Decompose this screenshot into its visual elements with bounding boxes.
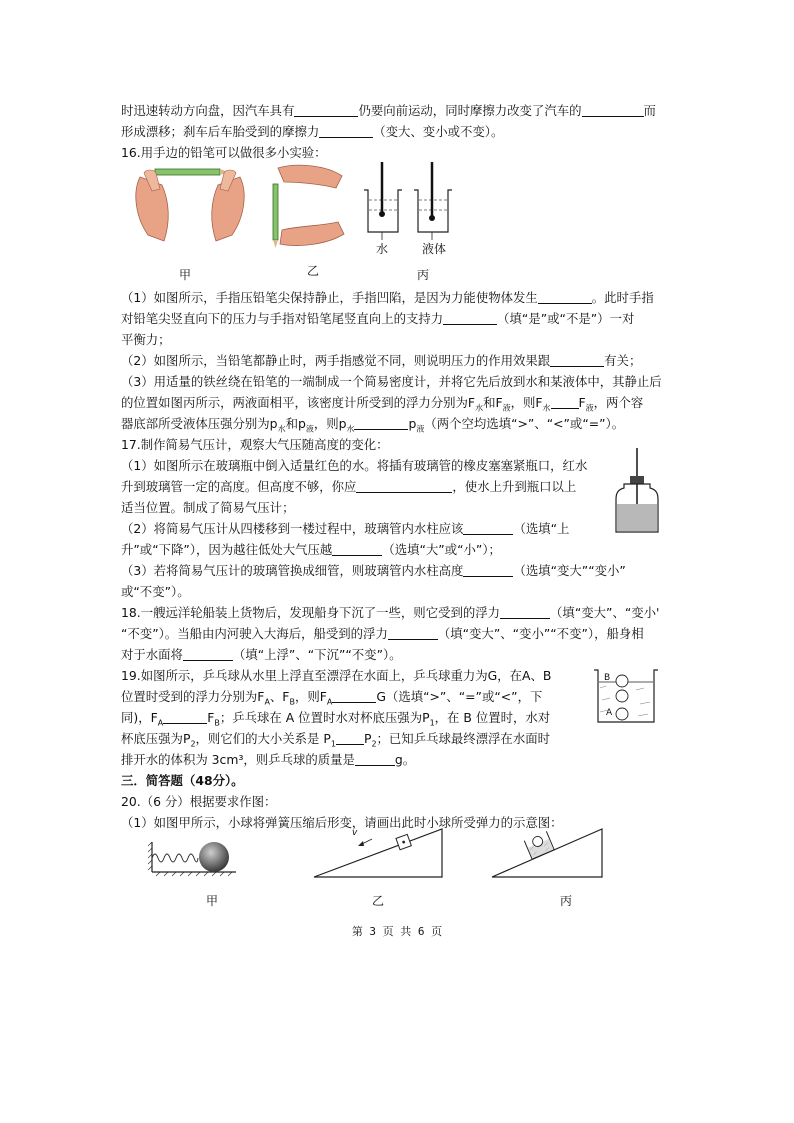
subscript: 1: [330, 739, 336, 749]
question-20-title: 20.（6 分）根据要求作图：: [121, 794, 277, 809]
figure-16-jia: [130, 163, 250, 245]
subscript: 水: [542, 403, 551, 413]
text-segment: （填“是”或“不是”）一对: [497, 311, 635, 326]
text-segment: 形成漂移；刹车后车胎受到的摩擦力: [121, 124, 320, 139]
figure-20-jia: [148, 838, 238, 878]
subscript: 2: [371, 739, 377, 749]
text-line: [121, 540, 501, 560]
answer-blank[interactable]: [551, 394, 579, 409]
subscript: B: [289, 697, 295, 707]
text-segment: “不变”）。当船由内河驶入大海后，船受到的浮力: [121, 626, 388, 641]
figure-16-bing: [360, 160, 460, 240]
caption-20-yi: 乙: [372, 894, 385, 908]
figure-17-barometer: [612, 446, 662, 536]
label-a: A: [606, 708, 613, 718]
text-segment: 而: [643, 103, 656, 118]
answer-blank[interactable]: [388, 625, 438, 640]
text-line: [121, 351, 641, 371]
question-17-title: 17.制作简易气压计，观察大气压随高度的变化：: [121, 437, 389, 452]
text-segment: ，则它们的大小关系是 P: [195, 731, 331, 746]
text-line: [121, 750, 415, 770]
answer-blank[interactable]: [354, 415, 408, 430]
subscript: 1: [429, 718, 435, 728]
text-segment: 时迅速转动方向盘，因汽车具有: [121, 103, 295, 118]
text-segment: 和F: [483, 395, 503, 410]
answer-blank[interactable]: [463, 520, 513, 535]
text-line: [121, 122, 503, 142]
text-segment: ；已知乒乓球最终漂浮在水面时: [376, 731, 550, 746]
figure-16-yi: [268, 160, 348, 252]
text-segment: （变大、变小或不变）。: [373, 124, 504, 139]
page-footer: 第 3 页 共 6 页: [351, 925, 443, 938]
text-segment: 有关；: [604, 353, 642, 368]
answer-blank[interactable]: [163, 709, 207, 724]
answer-blank[interactable]: [294, 102, 358, 117]
subscript: A: [264, 697, 270, 707]
answer-blank[interactable]: [463, 562, 513, 577]
text-segment: （填“变大”、“变小': [550, 605, 660, 620]
text-segment: （选填“变大”“变小”: [513, 563, 626, 578]
text-line: [121, 645, 402, 665]
text-segment: （选填“上: [513, 521, 570, 536]
text-line: [121, 309, 634, 329]
text-line: 或“不变”）。: [121, 584, 190, 599]
text-segment: 器底部所受液体压强分别为p: [121, 416, 278, 431]
text-segment: 对于水面将: [121, 647, 183, 662]
subscript: A: [326, 697, 333, 707]
text-segment: （选填“大”或“小”）；: [382, 542, 501, 557]
text-line: [121, 477, 576, 497]
answer-blank[interactable]: [332, 541, 382, 556]
text-segment: p: [408, 416, 417, 431]
text-line: [121, 624, 644, 644]
beaker-label-water: 水: [376, 242, 389, 256]
text-segment: F: [578, 395, 586, 410]
text-segment: 和p: [285, 416, 306, 431]
text-segment: 对铅笔尖竖直向下的压力与手指对铅笔尾竖直向上的支持力: [121, 311, 444, 326]
text-segment: 同)，F: [121, 710, 158, 725]
text-segment: F: [207, 710, 215, 725]
subscript: 水: [475, 403, 484, 413]
text-line: 适当位置。制成了简易气压计；: [121, 500, 295, 515]
answer-blank[interactable]: [550, 352, 604, 367]
text-segment: G（选填“>”、“=”或“<”，下: [376, 689, 543, 704]
text-line: [121, 561, 626, 581]
caption-bing: 丙: [417, 268, 430, 282]
caption-yi: 乙: [307, 264, 320, 278]
text-segment: 升”或“下降”），因为越往低处大气压越: [121, 542, 333, 557]
text-line: 19.如图所示，乒乓球从水里上浮直至漂浮在水面上，乒乓球重力为G，在A、B: [121, 668, 552, 683]
text-line: （1）如图所示在玻璃瓶中倒入适量红色的水。将插有玻璃管的橡皮塞塞紧瓶口，红水: [121, 458, 588, 473]
text-segment: g。: [394, 752, 416, 767]
text-segment: 位置时受到的浮力分别为F: [121, 689, 265, 704]
text-segment: ，两个容: [593, 395, 644, 410]
text-segment: ，则F: [294, 689, 327, 704]
subscript: B: [214, 718, 220, 728]
text-segment: （填“上浮”、“下沉”“不变”）。: [232, 647, 402, 662]
text-segment: ；乒乓球在 A 位置时水对杯底压强为P: [219, 710, 430, 725]
text-line: [121, 288, 654, 308]
text-line: （1）如图甲所示，小球将弹簧压缩后形变，请画出此时小球所受弹力的示意图：: [121, 815, 563, 830]
subscript: 水: [346, 424, 355, 434]
answer-blank[interactable]: [332, 688, 376, 703]
subscript: 液: [502, 403, 511, 413]
answer-blank[interactable]: [356, 478, 452, 493]
answer-blank[interactable]: [443, 310, 497, 325]
text-segment: （1）如图所示，手指压铅笔尖保持静止，手指凹陷，是因为力能使物体发生: [121, 290, 538, 305]
text-line: [121, 101, 656, 121]
text-segment: （填“变大”、“变小”“不变”），船身相: [437, 626, 644, 641]
text-line: [121, 603, 659, 623]
figure-19-beaker: [592, 666, 662, 726]
subscript: 液: [416, 424, 425, 434]
text-segment: ，则F: [510, 395, 543, 410]
answer-blank[interactable]: [582, 102, 644, 117]
subscript: 2: [190, 739, 196, 749]
caption-jia: 甲: [179, 268, 192, 282]
text-segment: （2）如图所示，当铅笔都静止时，两手指感觉不同，则说明压力的作用效果跟: [121, 353, 551, 368]
text-segment: 升到玻璃管一定的高度。但高度不够，你应: [121, 479, 357, 494]
text-segment: （3）若将简易气压计的玻璃管换成细管，则玻璃管内水柱高度: [121, 563, 464, 578]
answer-blank[interactable]: [183, 646, 233, 661]
answer-blank[interactable]: [319, 123, 373, 138]
subscript: 液: [585, 403, 594, 413]
text-segment: 排开水的体积为 3cm³，则乒乓球的质量是: [121, 752, 355, 767]
text-segment: P: [363, 731, 372, 746]
text-segment: 18.一艘远洋轮船装上货物后，发现船身下沉了一些，则它受到的浮力: [121, 605, 501, 620]
label-b: B: [604, 673, 611, 683]
figure-20-yi: [312, 825, 447, 880]
text-segment: ，则p: [313, 416, 347, 431]
subscript: 液: [305, 424, 314, 434]
text-line: 平衡力；: [121, 332, 171, 347]
figure-20-bing: [490, 825, 610, 880]
text-segment: 。此时手指: [591, 290, 654, 305]
beaker-label-liquid: 液体: [422, 242, 447, 256]
text-segment: ，使水上升到瓶口以上: [452, 479, 577, 494]
text-segment: 杯底压强为P: [121, 731, 191, 746]
text-line: （3）用适量的铁丝绕在铅笔的一端制成一个简易密度计，并将它先后放到水和某液体中，其静止后: [121, 374, 662, 389]
subscript: 水: [277, 424, 286, 434]
text-segment: ，在 B 位置时，水对: [434, 710, 551, 725]
answer-blank[interactable]: [500, 604, 550, 619]
answer-blank[interactable]: [336, 730, 364, 745]
subscript: A: [157, 718, 164, 728]
text-segment: （两个空均选填“>”、“<”或“=”）。: [424, 416, 625, 431]
text-segment: （2）将简易气压计从四楼移到一楼过程中，玻璃管内水柱应该: [121, 521, 464, 536]
velocity-label: v: [352, 828, 358, 838]
answer-blank[interactable]: [355, 751, 395, 766]
caption-20-bing: 丙: [560, 894, 573, 908]
question-16-title: 16.用手边的铅笔可以做很多小实验：: [121, 145, 327, 160]
answer-blank[interactable]: [538, 289, 592, 304]
text-segment: 仍要向前运动，同时摩擦力改变了汽车的: [358, 103, 582, 118]
caption-20-jia: 甲: [206, 894, 219, 908]
section-title: 三．简答题（48分）。: [121, 773, 244, 788]
text-segment: 的位置如图丙所示，两液面相平，该密度计所受到的浮力分别为F: [121, 395, 476, 410]
text-line: [121, 519, 569, 539]
text-segment: 、F: [269, 689, 290, 704]
